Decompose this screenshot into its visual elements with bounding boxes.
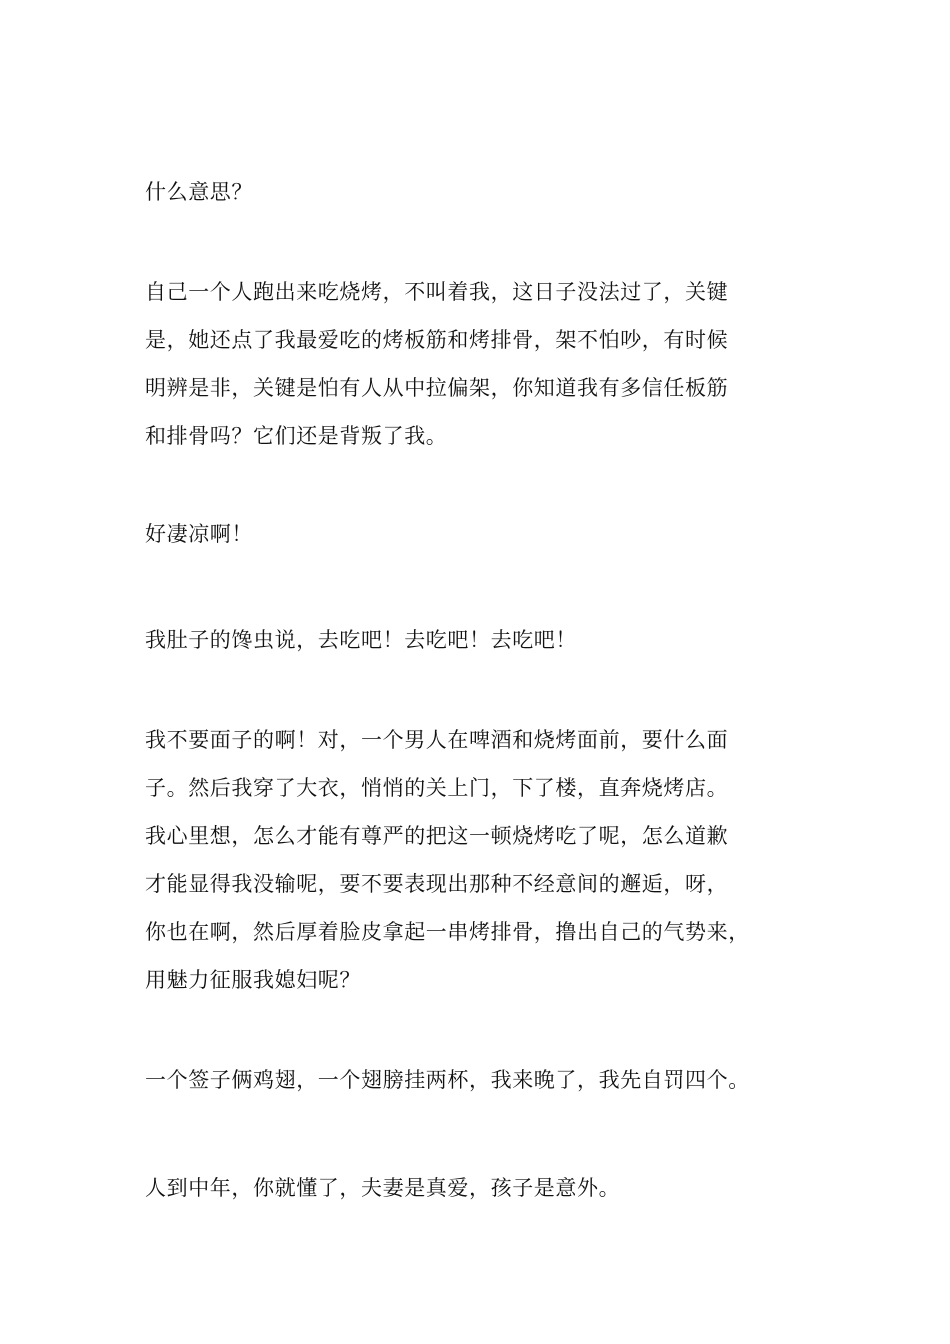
paragraph-5-line-6: 用魅力征服我媳妇呢？ bbox=[145, 968, 361, 992]
paragraph-2-line-1: 自己一个人跑出来吃烧烤，不叫着我，这日子没法过了，关键 bbox=[145, 280, 729, 304]
paragraph-6-line-1: 一个签子俩鸡翅，一个翅膀挂两杯，我来晚了，我先自罚四个。 bbox=[145, 1068, 750, 1092]
paragraph-5-line-4: 才能显得我没输呢，要不要表现出那种不经意间的邂逅，呀， bbox=[145, 872, 729, 896]
paragraph-3-line-1: 好凄凉啊！ bbox=[145, 522, 253, 546]
paragraph-5-line-3: 我心里想，怎么才能有尊严的把这一顿烧烤吃了呢，怎么道歉 bbox=[145, 824, 729, 848]
paragraph-1-line-1: 什么意思？ bbox=[145, 180, 253, 204]
paragraph-2-line-3: 明辨是非，关键是怕有人从中拉偏架，你知道我有多信任板筋 bbox=[145, 376, 729, 400]
paragraph-2-line-4: 和排骨吗？它们还是背叛了我。 bbox=[145, 424, 448, 448]
paragraph-7-line-1: 人到中年，你就懂了，夫妻是真爱，孩子是意外。 bbox=[145, 1176, 621, 1200]
paragraph-5-line-5: 你也在啊，然后厚着脸皮拿起一串烤排骨，撸出自己的气势来， bbox=[145, 920, 750, 944]
paragraph-5-line-1: 我不要面子的啊！对，一个男人在啤酒和烧烤面前，要什么面 bbox=[145, 728, 729, 752]
paragraph-5-line-2: 子。然后我穿了大衣，悄悄的关上门，下了楼，直奔烧烤店。 bbox=[145, 776, 729, 800]
paragraph-4-line-1: 我肚子的馋虫说，去吃吧！去吃吧！去吃吧！ bbox=[145, 628, 577, 652]
paragraph-2-line-2: 是，她还点了我最爱吃的烤板筋和烤排骨，架不怕吵，有时候 bbox=[145, 328, 729, 352]
